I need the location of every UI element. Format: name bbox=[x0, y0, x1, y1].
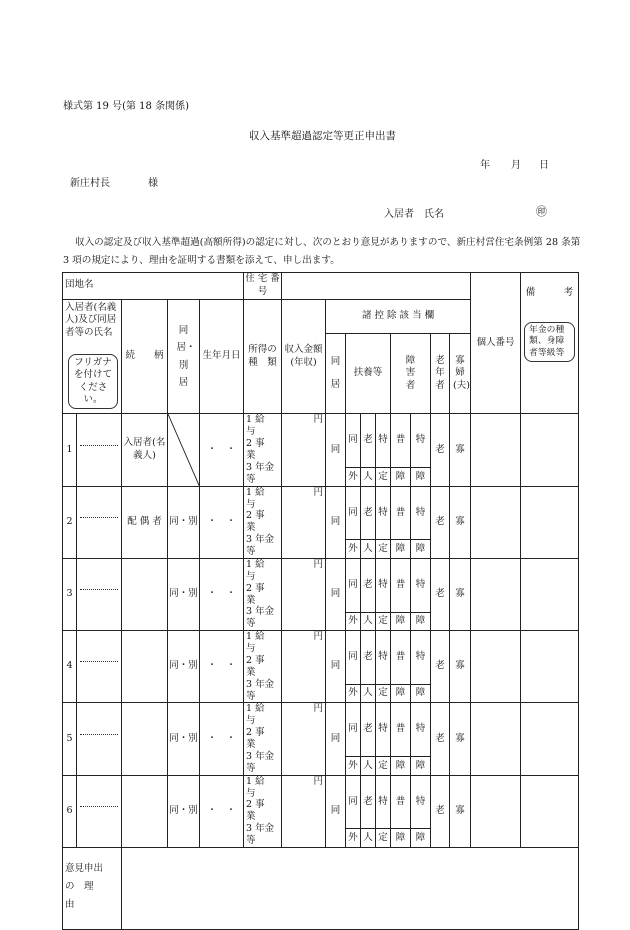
shogai-top-1[interactable]: 普 bbox=[391, 558, 411, 612]
applicant-name-label: 入居者 氏名 bbox=[384, 209, 444, 220]
yen-mark: 円 bbox=[313, 703, 324, 715]
fuyo-bottom-3[interactable]: 定 bbox=[376, 612, 391, 631]
table-row bbox=[63, 703, 579, 757]
seal-mark: ㊞ bbox=[536, 205, 547, 218]
fuyo-bottom-1[interactable]: 外 bbox=[346, 829, 361, 848]
shogai-top-2[interactable]: 特 bbox=[411, 775, 431, 829]
fuyo-bottom-2[interactable]: 人 bbox=[361, 757, 376, 776]
shogai-bottom-1[interactable]: 障 bbox=[391, 684, 411, 703]
yen-mark: 円 bbox=[313, 486, 324, 498]
biko-input[interactable] bbox=[521, 414, 579, 486]
income-type-jigyo: 2 事 業 bbox=[246, 654, 275, 678]
ded-dokyo[interactable]: 同 bbox=[326, 414, 346, 486]
fuyo-top-2[interactable]: 老 bbox=[361, 414, 376, 468]
shogai-bottom-2[interactable]: 障 bbox=[411, 757, 431, 776]
income-type-kyuyo: 1 給 与 bbox=[246, 414, 275, 438]
form-number: 様式第 19 号(第 18 条関係) bbox=[63, 101, 189, 112]
zokugara-input[interactable] bbox=[122, 631, 168, 703]
ded-col-kafu bbox=[450, 334, 471, 414]
name-input[interactable] bbox=[77, 703, 122, 775]
income-type-nenkin: 3 年金等 bbox=[246, 461, 275, 485]
fuyo-bottom-2[interactable]: 人 bbox=[361, 684, 376, 703]
form-title: 収入基準超過認定等更正申出書 bbox=[249, 130, 396, 142]
table-row bbox=[63, 486, 579, 540]
shogai-top-2[interactable]: 特 bbox=[411, 703, 431, 757]
dokyo-value[interactable]: 同・別 bbox=[168, 703, 200, 775]
shogai-top-1[interactable]: 普 bbox=[391, 486, 411, 540]
fuyo-top-1[interactable]: 同 bbox=[346, 631, 361, 685]
jutaku-label: 住 宅 番 号 bbox=[244, 273, 282, 300]
dokyo-value[interactable]: 同・別 bbox=[168, 486, 200, 558]
yen-mark: 円 bbox=[313, 414, 324, 426]
income-type-nenkin: 3 年金等 bbox=[246, 606, 275, 630]
income-type-jigyo: 2 事 業 bbox=[246, 799, 275, 823]
shogai-bottom-2[interactable]: 障 bbox=[411, 829, 431, 848]
fuyo-bottom-2[interactable]: 人 bbox=[361, 540, 376, 559]
zokugara-input[interactable] bbox=[122, 775, 168, 847]
income-type-kyuyo: 1 給 与 bbox=[246, 703, 275, 727]
ronen-mark[interactable]: 老 bbox=[431, 558, 450, 630]
fuyo-top-3[interactable]: 特 bbox=[376, 631, 391, 685]
birth-label: 生年月日 bbox=[200, 299, 244, 414]
ded-col-dokyo bbox=[326, 334, 346, 414]
biko-input[interactable] bbox=[521, 775, 579, 847]
income-type-jigyo: 2 事 業 bbox=[246, 438, 275, 462]
ronen-mark[interactable]: 老 bbox=[431, 631, 450, 703]
ded-dokyo[interactable]: 同 bbox=[326, 775, 346, 847]
name-col-header bbox=[63, 299, 122, 414]
income-type-nenkin: 3 年金等 bbox=[246, 534, 275, 558]
shogai-top-2[interactable]: 特 bbox=[411, 414, 431, 468]
ded-col-fuyo: 扶養等 bbox=[346, 334, 391, 414]
fuyo-top-2[interactable]: 老 bbox=[361, 486, 376, 540]
income-types[interactable] bbox=[244, 558, 282, 630]
shogai-top-1[interactable]: 普 bbox=[391, 631, 411, 685]
body-text-line2: 3 項の規定により、理由を証明する書類を添えて、申し出ます。 bbox=[63, 255, 340, 266]
danchi-label: 団地名 bbox=[65, 279, 94, 291]
ded-dokyo[interactable]: 同 bbox=[326, 558, 346, 630]
biko-header bbox=[521, 273, 579, 414]
row-number: 1 bbox=[63, 414, 77, 486]
kojin-number-input[interactable] bbox=[471, 775, 521, 847]
income-types[interactable] bbox=[244, 486, 282, 558]
fuyo-top-3[interactable]: 特 bbox=[376, 703, 391, 757]
income-type-kyuyo: 1 給 与 bbox=[246, 631, 275, 655]
shogai-top-1[interactable]: 普 bbox=[391, 703, 411, 757]
name-col-label: 入居者(名義人)及び同居者等の氏名 bbox=[65, 301, 117, 339]
jutaku-number-input[interactable] bbox=[282, 273, 471, 300]
fuyo-top-2[interactable]: 老 bbox=[361, 703, 376, 757]
income-amount-input[interactable] bbox=[282, 486, 326, 558]
biko-note: 年金の種類、身障者等級等 bbox=[524, 322, 575, 362]
income-amount-input[interactable] bbox=[282, 775, 326, 847]
fuyo-bottom-3[interactable]: 定 bbox=[376, 540, 391, 559]
ronen-mark[interactable]: 老 bbox=[431, 414, 450, 486]
income-type-jigyo: 2 事 業 bbox=[246, 510, 275, 534]
ded-col-ronen-text: 老年者 bbox=[435, 354, 445, 392]
fuyo-top-2[interactable]: 老 bbox=[361, 558, 376, 612]
income-type-nenkin: 3 年金等 bbox=[246, 678, 275, 702]
dokyo-label bbox=[168, 299, 200, 414]
ded-dokyo[interactable]: 同 bbox=[326, 486, 346, 558]
fuyo-top-1[interactable]: 同 bbox=[346, 703, 361, 757]
birth-date[interactable]: ・ ・ bbox=[200, 631, 244, 703]
kafu-mark[interactable]: 寡 bbox=[450, 631, 471, 703]
dokyo-value[interactable]: 同・別 bbox=[168, 558, 200, 630]
opinion-reason-input[interactable] bbox=[122, 847, 579, 929]
shogai-bottom-1[interactable]: 障 bbox=[391, 468, 411, 487]
income-type-nenkin: 3 年金等 bbox=[246, 823, 275, 847]
kafu-mark[interactable]: 寡 bbox=[450, 414, 471, 486]
income-type-jigyo: 2 事 業 bbox=[246, 582, 275, 606]
fuyo-bottom-1[interactable]: 外 bbox=[346, 540, 361, 559]
zokugara-input[interactable] bbox=[122, 558, 168, 630]
danchi-cell[interactable] bbox=[63, 273, 244, 300]
fuyo-bottom-3[interactable]: 定 bbox=[376, 757, 391, 776]
fuyo-bottom-2[interactable]: 人 bbox=[361, 829, 376, 848]
deduction-header: 諸 控 除 該 当 欄 bbox=[326, 299, 471, 333]
yen-mark: 円 bbox=[313, 775, 324, 787]
biko-input[interactable] bbox=[521, 631, 579, 703]
fuyo-bottom-1[interactable]: 外 bbox=[346, 468, 361, 487]
name-input[interactable] bbox=[77, 775, 122, 847]
zokugara-label: 続 柄 bbox=[122, 299, 168, 414]
fuyo-bottom-1[interactable]: 外 bbox=[346, 612, 361, 631]
zokugara-value: 配 偶 者 bbox=[122, 486, 168, 558]
income-type-kyuyo: 1 給 与 bbox=[246, 775, 275, 799]
shogai-bottom-1[interactable]: 障 bbox=[391, 540, 411, 559]
income-type-kyuyo: 1 給 与 bbox=[246, 558, 275, 582]
name-input[interactable] bbox=[77, 414, 122, 486]
shogai-top-2[interactable]: 特 bbox=[411, 558, 431, 612]
dokyo-value[interactable]: 同・別 bbox=[168, 631, 200, 703]
income-amount-input[interactable] bbox=[282, 631, 326, 703]
furigana-note: フリガナを付けてください。 bbox=[68, 354, 118, 409]
date-year: 年 bbox=[480, 160, 490, 171]
fuyo-bottom-3[interactable]: 定 bbox=[376, 829, 391, 848]
birth-date[interactable]: ・ ・ bbox=[200, 703, 244, 775]
fuyo-bottom-3[interactable]: 定 bbox=[376, 684, 391, 703]
fuyo-top-3[interactable]: 特 bbox=[376, 414, 391, 468]
income-type-label: 所得の種 類 bbox=[244, 299, 282, 414]
row-number: 3 bbox=[63, 558, 77, 630]
shogai-bottom-2[interactable]: 障 bbox=[411, 684, 431, 703]
opinion-label-cell bbox=[63, 847, 122, 929]
shogai-bottom-2[interactable]: 障 bbox=[411, 468, 431, 487]
birth-date[interactable]: ・ ・ bbox=[200, 775, 244, 847]
fuyo-top-1[interactable]: 同 bbox=[346, 558, 361, 612]
row-number: 5 bbox=[63, 703, 77, 775]
row-number: 2 bbox=[63, 486, 77, 558]
ronen-mark[interactable]: 老 bbox=[431, 703, 450, 775]
dokyo-value[interactable]: 同・別 bbox=[168, 775, 200, 847]
dokyo-slash-cell bbox=[168, 414, 200, 486]
zokugara-value: 入居者(名義人) bbox=[122, 414, 168, 486]
fuyo-top-2[interactable]: 老 bbox=[361, 631, 376, 685]
kafu-mark[interactable]: 寡 bbox=[450, 486, 471, 558]
application-table bbox=[62, 272, 579, 930]
income-types[interactable] bbox=[244, 775, 282, 847]
fuyo-top-3[interactable]: 特 bbox=[376, 558, 391, 612]
yen-mark: 円 bbox=[313, 631, 324, 643]
ded-col-shogai bbox=[391, 334, 431, 414]
kafu-mark[interactable]: 寡 bbox=[450, 703, 471, 775]
shogai-top-2[interactable]: 特 bbox=[411, 631, 431, 685]
table-row bbox=[63, 414, 579, 468]
kojin-number-input[interactable] bbox=[471, 414, 521, 486]
name-input[interactable] bbox=[77, 558, 122, 630]
birth-date[interactable]: ・ ・ bbox=[200, 558, 244, 630]
fuyo-top-1[interactable]: 同 bbox=[346, 775, 361, 829]
income-types[interactable] bbox=[244, 703, 282, 775]
fuyo-bottom-1[interactable]: 外 bbox=[346, 757, 361, 776]
ded-col-kafu-text: 寡婦(夫) bbox=[453, 354, 470, 392]
fuyo-top-1[interactable]: 同 bbox=[346, 414, 361, 468]
row-number: 4 bbox=[63, 631, 77, 703]
shogai-bottom-1[interactable]: 障 bbox=[391, 829, 411, 848]
addressee-sama: 様 bbox=[148, 178, 158, 189]
income-type-kyuyo: 1 給 与 bbox=[246, 486, 275, 510]
income-type-jigyo: 2 事 業 bbox=[246, 727, 275, 751]
birth-date[interactable]: ・ ・ bbox=[200, 486, 244, 558]
body-text-line1: 収入の認定及び収入基準超過(高額所得)の認定に対し、次のとおり意見がありますので、新庄村営住宅条例第 28 条第 bbox=[75, 237, 581, 248]
shogai-bottom-1[interactable]: 障 bbox=[391, 612, 411, 631]
income-amount-input[interactable] bbox=[282, 703, 326, 775]
fuyo-top-1[interactable]: 同 bbox=[346, 486, 361, 540]
shogai-bottom-1[interactable]: 障 bbox=[391, 757, 411, 776]
opinion-label: 意見申出の 理 由 bbox=[65, 862, 104, 911]
date-day: 日 bbox=[539, 160, 549, 171]
income-types[interactable] bbox=[244, 631, 282, 703]
fuyo-top-3[interactable]: 特 bbox=[376, 486, 391, 540]
zokugara-input[interactable] bbox=[122, 703, 168, 775]
fuyo-top-3[interactable]: 特 bbox=[376, 775, 391, 829]
income-amount-input[interactable] bbox=[282, 558, 326, 630]
kojin-label: 個人番号 bbox=[471, 273, 521, 414]
income-amount-label: 収入金額(年収) bbox=[282, 299, 326, 414]
kojin-number-input[interactable] bbox=[471, 631, 521, 703]
shogai-top-1[interactable]: 普 bbox=[391, 775, 411, 829]
ded-col-dokyo-text: 同居 bbox=[330, 355, 341, 390]
biko-input[interactable] bbox=[521, 486, 579, 558]
ronen-mark[interactable]: 老 bbox=[431, 486, 450, 558]
kojin-number-input[interactable] bbox=[471, 486, 521, 558]
date-month: 月 bbox=[511, 160, 521, 171]
ronen-mark[interactable]: 老 bbox=[431, 775, 450, 847]
table-row bbox=[63, 631, 579, 685]
name-input[interactable] bbox=[77, 631, 122, 703]
ded-dokyo[interactable]: 同 bbox=[326, 631, 346, 703]
shogai-bottom-2[interactable]: 障 bbox=[411, 612, 431, 631]
biko-input[interactable] bbox=[521, 558, 579, 630]
income-amount-input[interactable] bbox=[282, 414, 326, 486]
dokyo-label-text: 同居・別居 bbox=[176, 325, 196, 388]
fuyo-bottom-2[interactable]: 人 bbox=[361, 612, 376, 631]
kojin-number-input[interactable] bbox=[471, 703, 521, 775]
row-number: 6 bbox=[63, 775, 77, 847]
ded-dokyo[interactable]: 同 bbox=[326, 703, 346, 775]
income-type-nenkin: 3 年金等 bbox=[246, 750, 275, 774]
shogai-top-2[interactable]: 特 bbox=[411, 486, 431, 540]
kafu-mark[interactable]: 寡 bbox=[450, 558, 471, 630]
kojin-number-input[interactable] bbox=[471, 558, 521, 630]
kafu-mark[interactable]: 寡 bbox=[450, 775, 471, 847]
addressee: 新庄村長 bbox=[70, 178, 110, 189]
fuyo-bottom-2[interactable]: 人 bbox=[361, 468, 376, 487]
ded-col-shogai-text: 障害者 bbox=[405, 354, 416, 392]
biko-label: 備 考 bbox=[525, 287, 574, 298]
name-input[interactable] bbox=[77, 486, 122, 558]
income-types[interactable] bbox=[244, 414, 282, 486]
fuyo-top-2[interactable]: 老 bbox=[361, 775, 376, 829]
shogai-bottom-2[interactable]: 障 bbox=[411, 540, 431, 559]
biko-input[interactable] bbox=[521, 703, 579, 775]
table-row bbox=[63, 558, 579, 612]
yen-mark: 円 bbox=[313, 558, 324, 570]
fuyo-bottom-1[interactable]: 外 bbox=[346, 684, 361, 703]
table-row bbox=[63, 775, 579, 829]
birth-date[interactable]: ・ ・ bbox=[200, 414, 244, 486]
fuyo-bottom-3[interactable]: 定 bbox=[376, 468, 391, 487]
shogai-top-1[interactable]: 普 bbox=[391, 414, 411, 468]
ded-col-ronen bbox=[431, 334, 450, 414]
